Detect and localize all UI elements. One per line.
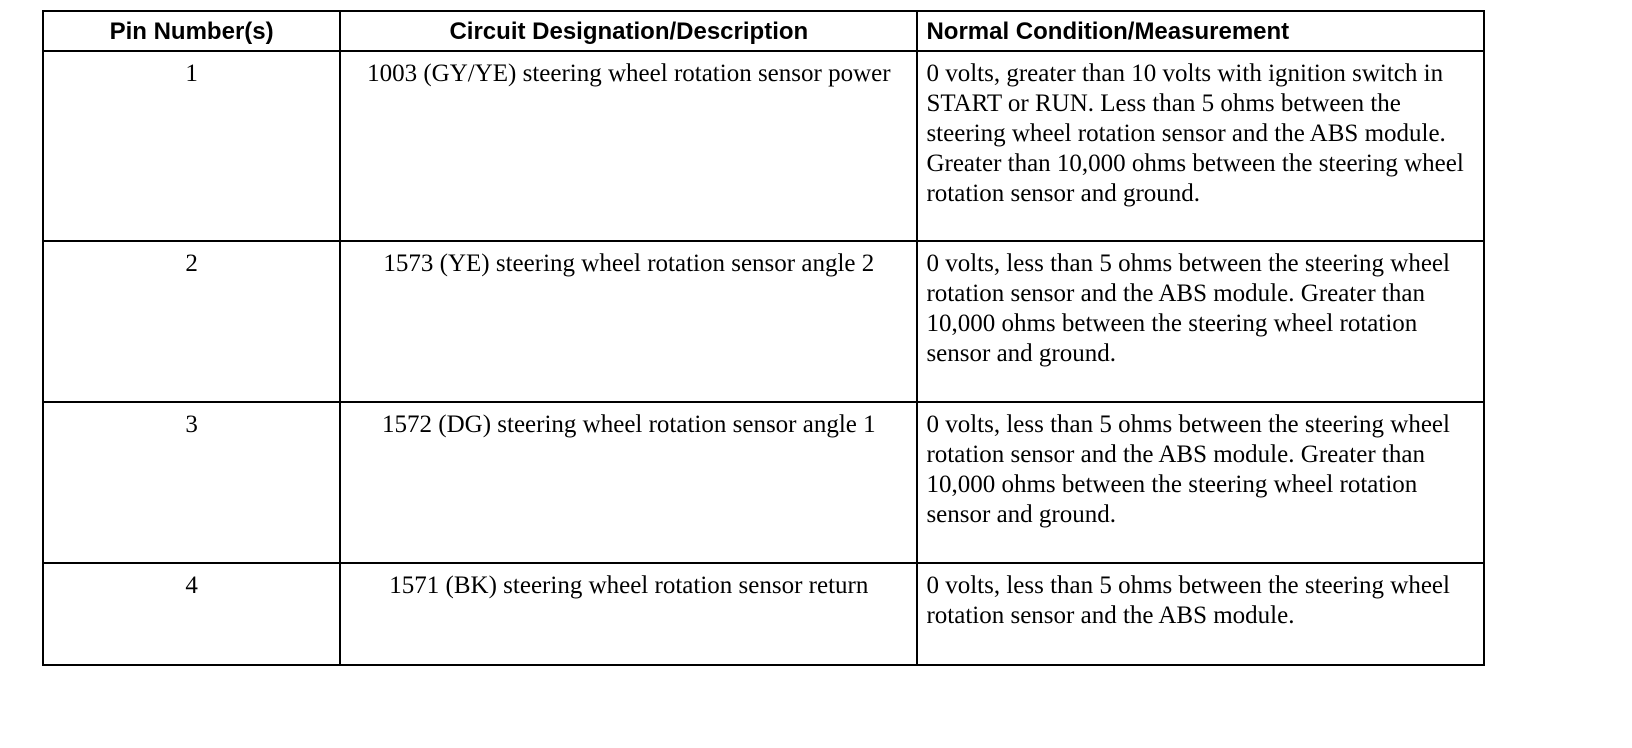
table-row bbox=[43, 51, 1484, 241]
header-pin-numbers: Pin Number(s) bbox=[43, 11, 340, 51]
table-row bbox=[43, 241, 1484, 402]
header-circuit-designation: Circuit Designation/Description bbox=[340, 11, 917, 51]
circuit-description-cell: 1573 (YE) steering wheel rotation sensor angle 2 bbox=[340, 241, 917, 402]
table-row bbox=[43, 402, 1484, 563]
pin-number-cell: 3 bbox=[43, 402, 340, 563]
circuit-description-cell: 1003 (GY/YE) steering wheel rotation sensor power bbox=[340, 51, 917, 241]
pin-number-cell: 2 bbox=[43, 241, 340, 402]
normal-condition-cell: 0 volts, greater than 10 volts with ignition switch in START or RUN. Less than 5 ohms between the steering wheel rotation sensor and the ABS module. Greater than 10,000 ohms between the steering wheel rotation sensor and ground. bbox=[917, 51, 1484, 241]
normal-condition-cell: 0 volts, less than 5 ohms between the steering wheel rotation sensor and the ABS module. Greater than 10,000 ohms between the steering wheel rotation sensor and ground. bbox=[917, 241, 1484, 402]
pin-number-cell: 4 bbox=[43, 563, 340, 665]
normal-condition-cell: 0 volts, less than 5 ohms between the steering wheel rotation sensor and the ABS module. bbox=[917, 563, 1484, 665]
normal-condition-cell: 0 volts, less than 5 ohms between the steering wheel rotation sensor and the ABS module. Greater than 10,000 ohms between the steering wheel rotation sensor and ground. bbox=[917, 402, 1484, 563]
circuit-description-cell: 1572 (DG) steering wheel rotation sensor angle 1 bbox=[340, 402, 917, 563]
pin-measurement-table bbox=[42, 10, 1485, 666]
header-normal-condition: Normal Condition/Measurement bbox=[917, 11, 1484, 51]
circuit-description-cell: 1571 (BK) steering wheel rotation sensor return bbox=[340, 563, 917, 665]
pin-number-cell: 1 bbox=[43, 51, 340, 241]
table-header-row bbox=[43, 11, 1484, 51]
table-row bbox=[43, 563, 1484, 665]
